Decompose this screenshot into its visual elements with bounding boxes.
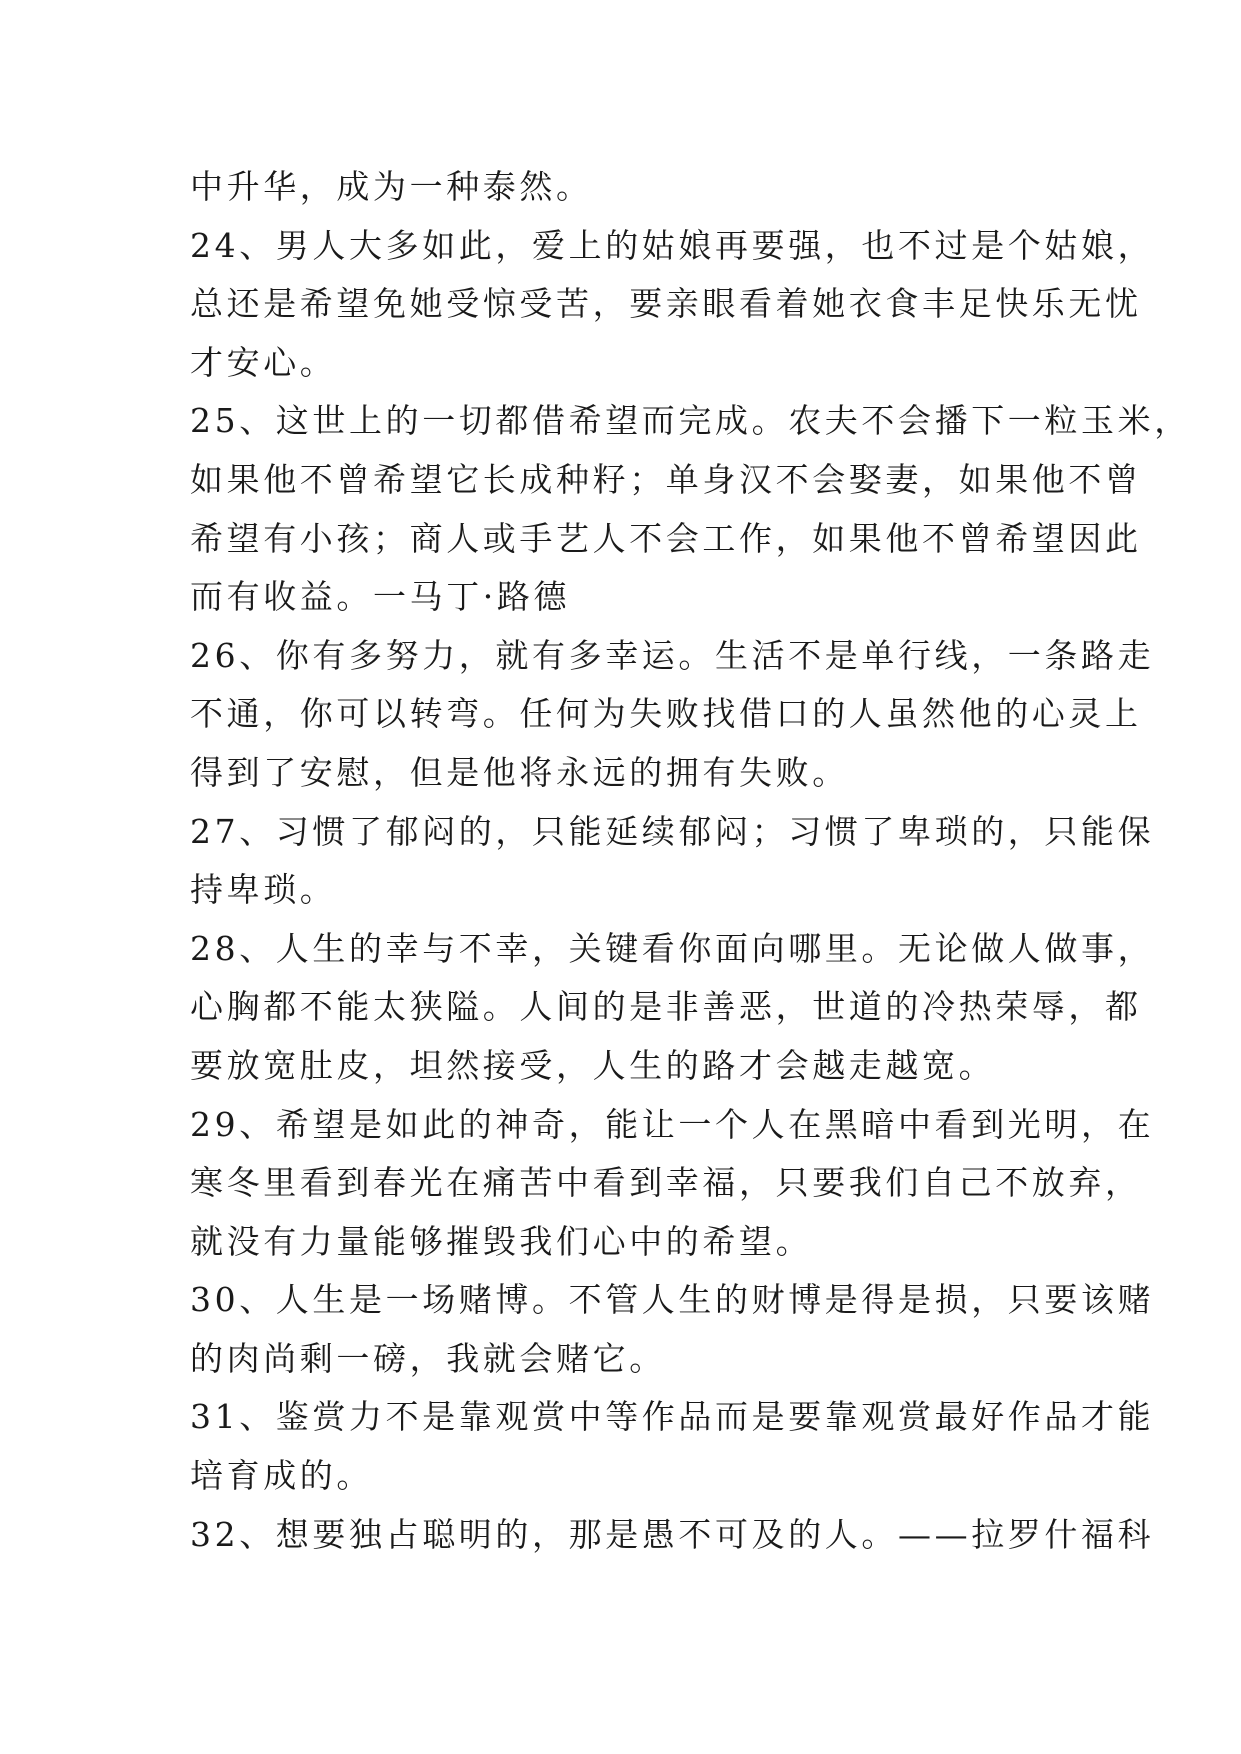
- text-line: 要放宽肚皮，坦然接受，人生的路才会越走越宽。: [190, 1045, 996, 1085]
- text-line: 得到了安慰，但是他将永远的拥有失败。: [190, 752, 849, 792]
- text-line: 希望有小孩；商人或手艺人不会工作，如果他不曾希望因此: [190, 518, 1142, 558]
- text-line: 28、人生的幸与不幸，关键看你面向哪里。无论做人做事，: [190, 928, 1155, 968]
- text-line: 如果他不曾希望它长成种籽；单身汉不会娶妻，如果他不曾: [190, 459, 1142, 499]
- text-line: 26、你有多努力，就有多幸运。生活不是单行线，一条路走: [190, 635, 1155, 675]
- text-line: 32、想要独占聪明的，那是愚不可及的人。——拉罗什福科: [190, 1514, 1155, 1554]
- text-line: 培育成的。: [190, 1456, 373, 1496]
- text-line: 29、希望是如此的神奇，能让一个人在黑暗中看到光明，在: [190, 1104, 1155, 1144]
- document-page: [190, 158, 1191, 1564]
- text-line: 25、这世上的一切都借希望而完成。农夫不会播下一粒玉米，: [190, 401, 1191, 441]
- text-line: 中升华，成为一种泰然。: [190, 167, 593, 206]
- text-line: 才安心。: [190, 342, 337, 382]
- text-line: 30、人生是一场赌博。不管人生的财博是得是损，只要该赌: [190, 1280, 1155, 1320]
- text-line: 就没有力量能够摧毁我们心中的希望。: [190, 1221, 813, 1261]
- text-line: 不通，你可以转弯。任何为失败找借口的人虽然他的心灵上: [190, 694, 1142, 734]
- text-line: 总还是希望免她受惊受苦，要亲眼看着她衣食丰足快乐无忧: [190, 284, 1142, 324]
- text-line: 24、男人大多如此，爱上的姑娘再要强，也不过是个姑娘，: [190, 225, 1155, 265]
- text-line: 的肉尚剩一磅，我就会赌它。: [190, 1338, 666, 1378]
- text-line: 寒冬里看到春光在痛苦中看到幸福，只要我们自己不放弃，: [190, 1163, 1142, 1203]
- text-line: 而有收益。一马丁·路德: [190, 577, 571, 617]
- text-line: 31、鉴赏力不是靠观赏中等作品而是要靠观赏最好作品才能: [190, 1397, 1155, 1437]
- text-line: 27、习惯了郁闷的，只能延续郁闷；习惯了卑琐的，只能保: [190, 811, 1155, 851]
- text-line: 心胸都不能太狭隘。人间的是非善恶，世道的冷热荣辱，都: [190, 987, 1142, 1027]
- text-line: 持卑琐。: [190, 870, 337, 910]
